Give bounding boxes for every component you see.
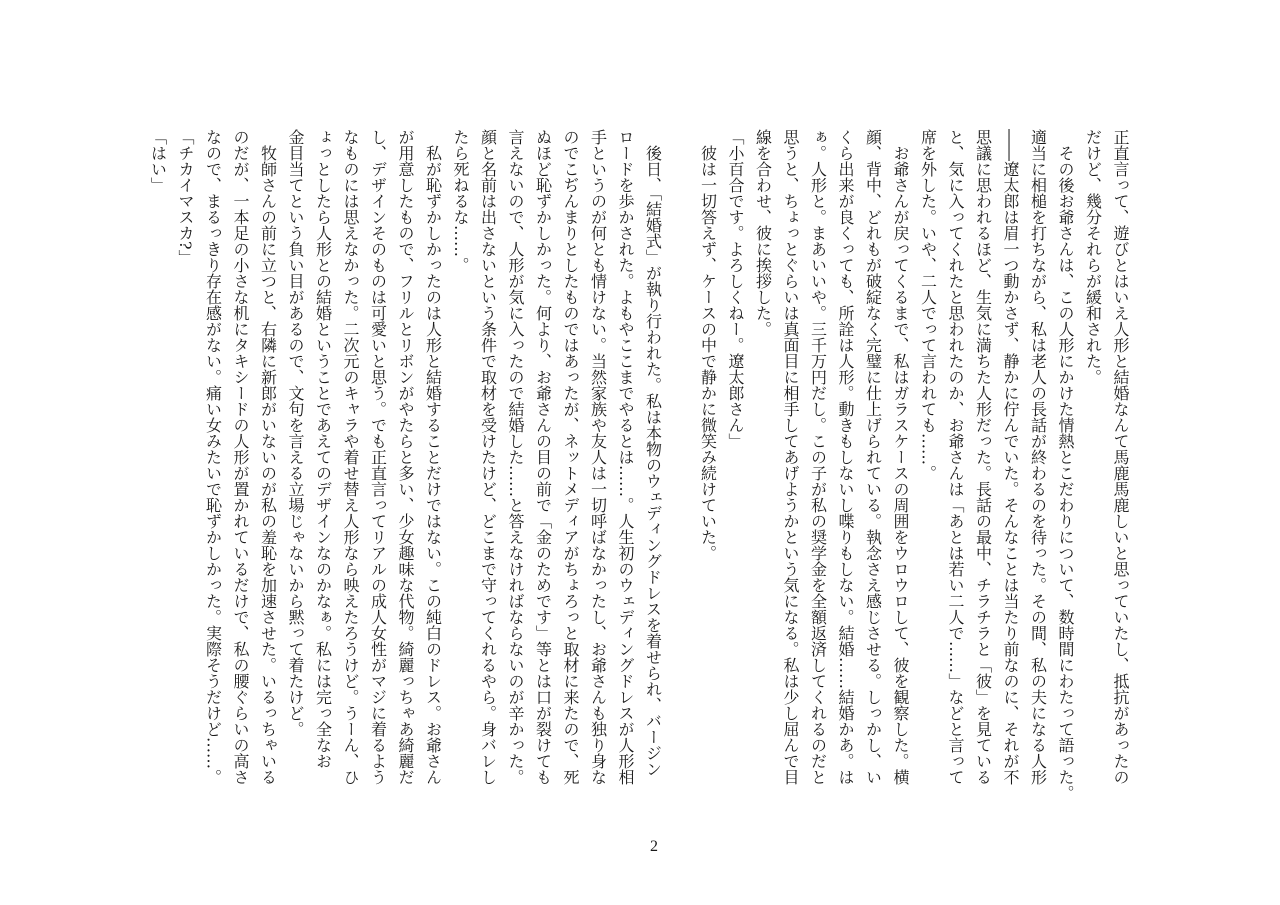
text-line: のだが、一本足の小さな机にタキシードの人形が置かれているだけで、私の腰ぐらいの高さ [231,129,250,785]
text-line: 牧師さんの前に立つと、右隣に新郎がいないのが私の羞恥を加速させた。いるっちゃいる [258,129,278,785]
text-line: 席を外した。いや、二人でって言われても……。 [918,129,938,481]
text-line: 金目当てという負い目があるので、文句を言える立場じゃないから黙って着たけど。 [286,129,305,737]
text-line: し、デザインそのものは可愛いと思う。でも正直言ってリアルの成人女性がマジに着るよう [368,129,388,785]
text-line: と、気に入ってくれたと思われたのか、お爺さんは「あとは若い二人で……」などと言って [946,129,965,785]
page-number: 2 [650,838,658,855]
text-line: 手というのが何とも情けない。当然家族や友人は一切呼ばなかったし、お爺さんも独り身な [588,129,608,785]
text-line: 顔、背中、どれもが破綻なく完璧に仕上げられている。執念さえ感じさせる。しっかし、い [863,129,883,785]
text-line: 言えないので、人形が気に入ったので結婚した……と答えなければならないのが辛かった。 [506,129,525,785]
text-line: お爺さんが戻ってくるまで、私はガラスケースの周囲をウロウロして、彼を観察した。横 [891,129,910,785]
text-line: 正直言って、遊びとはいえ人形と結婚なんて馬鹿馬鹿しいと思っていたし、抵抗があったの [1111,129,1130,785]
text-line: 私が恥ずかしかったのは人形と結婚することだけではない。この純白のドレス。お爺さん [423,129,443,785]
text-line: のでこぢんまりとしたものではあったが、ネットメディアがちょろっと取材に来たので、死 [561,129,580,785]
text-line: くら出来が良くっても、所詮は人形。動きもしないし喋りもしない。結婚……結婚かあ。は [836,129,855,785]
text-line: 「小百合です。よろしくねー。遼太郎さん」 [726,129,745,449]
text-line: たら死ねるな……。 [451,129,470,273]
text-line: 線を合わせ、彼に挨拶した。 [753,129,773,337]
vertical-body-text [144,129,1134,799]
text-line: 後日、「結婚式」が執り行われた。私は本物のウェディングドレスを着せられ、バージン [643,129,663,777]
text-line: 思うと、ちょっとぐらいは真面目に相手してあげようかという気になる。私は少し屈んで目 [781,129,800,785]
text-line: なものには思えなかった。二次元のキャラや着せ替え人形なら映えたろうけど。うーん、ひ [341,129,360,785]
text-line: 適当に相槌を打ちながら、私は老人の長話が終わるのを待った。その間、私の夫になる人形 [1028,129,1048,785]
text-line: ――遼太郎は眉一つ動かさず、静かに佇んでいた。そんなことは当たり前なのに、それが不 [1001,129,1020,785]
text-line: 「チカイマスカ?」 [176,129,195,266]
text-line: 思議に思われるほど、生気に満ちた人形だった。長話の最中、チラチラと「彼」を見ている [973,129,993,785]
text-line [667,129,695,799]
text-line: なので、まるっきり存在感がない。痛い女みたいで恥ずかしかった。実際そうだけど……。 [203,129,223,785]
text-line: ぬほど恥ずかしかった。何より、お爺さんの目の前で「金のためです」等とは口が裂けても [533,129,553,785]
text-line: 顔と名前は出さないという条件で取材を受けたけど、どこまで守ってくれるやら。身バレし [478,129,498,785]
text-line: その後お爺さんは、この人形にかけた情熱とこだわりについて、数時間にわたって語った。 [1056,129,1075,801]
text-line: だけど、幾分それらが緩和された。 [1083,129,1103,385]
text-line: ロードを歩かされた。よもやここまでやるとは……。人生初のウェディングドレスが人形相 [616,129,635,785]
text-line: が用意したもので、フリルとリボンがやたらと多い、少女趣味な代物。綺麗っちゃあ綺麗だ [396,129,415,785]
text-line: 「はい」 [148,129,168,193]
text-line: 彼は一切答えず、ケースの中で静かに微笑み続けていた。 [698,129,718,561]
text-line: ぁ。人形と。まあいいや。三千万円だし。この子が私の奨学金を全額返済してくれるのだと [808,129,828,785]
text-line: ょっとしたら人形との結婚ということであえてのデザインなのかなぁ。私には完っ全なお [313,129,333,769]
